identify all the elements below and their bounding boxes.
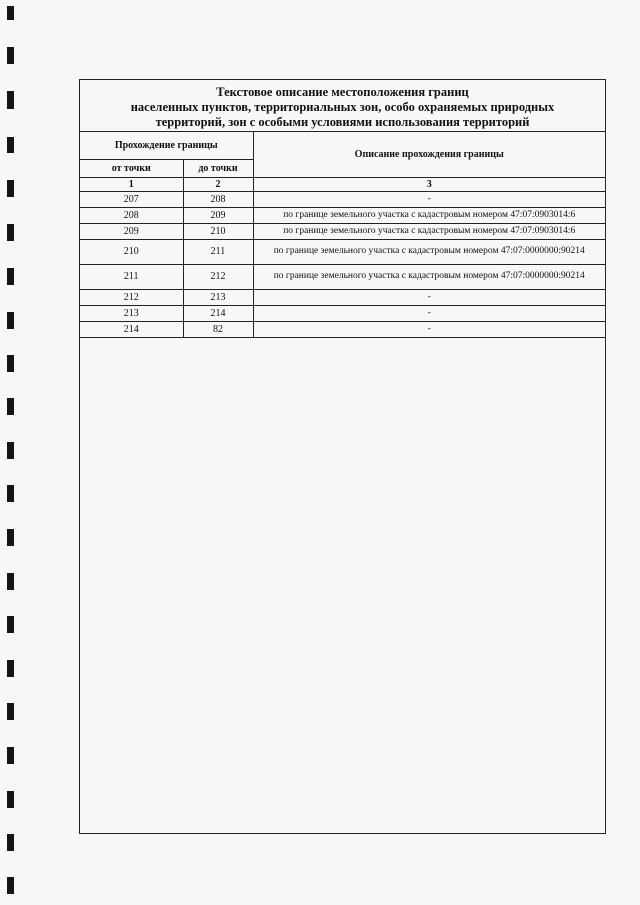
table-row [80, 289, 605, 305]
description-cell: по границе земельного участка с кадастровым номером 47:07:0000000:90214 [253, 239, 605, 264]
document-frame [79, 79, 606, 834]
description-cell: - [253, 305, 605, 321]
description-cell: по границе земельного участка с кадастровым номером 47:07:0000000:90214 [253, 264, 605, 289]
table-row [80, 321, 605, 337]
description-cell: - [253, 321, 605, 337]
document-title [80, 80, 605, 132]
to-point-cell: 209 [183, 207, 253, 223]
binding-holes [0, 0, 30, 905]
from-point-cell: 208 [80, 207, 183, 223]
table-row [80, 207, 605, 223]
from-point-cell: 212 [80, 289, 183, 305]
from-point-header: от точки [80, 159, 183, 177]
table-row [80, 191, 605, 207]
description-cell: по границе земельного участка с кадастровым номером 47:07:0903014:6 [253, 207, 605, 223]
boundary-table [80, 132, 605, 338]
to-point-cell: 212 [183, 264, 253, 289]
to-point-cell: 82 [183, 321, 253, 337]
to-point-cell: 210 [183, 223, 253, 239]
table-row [80, 223, 605, 239]
to-point-cell: 214 [183, 305, 253, 321]
table-row [80, 264, 605, 289]
title-line-2: населенных пунктов, территориальных зон, особо охраняемых природных [130, 100, 555, 114]
description-header: Описание прохождения границы [253, 132, 605, 177]
description-cell: - [253, 191, 605, 207]
table-row [80, 305, 605, 321]
to-point-cell: 213 [183, 289, 253, 305]
from-point-cell: 209 [80, 223, 183, 239]
title-line-3: территорий, зон с особыми условиями использования территорий [155, 115, 530, 129]
column-number: 1 [80, 177, 183, 191]
column-number: 2 [183, 177, 253, 191]
group-header: Прохождение границы [80, 132, 253, 159]
column-number: 3 [253, 177, 605, 191]
from-point-cell: 214 [80, 321, 183, 337]
from-point-cell: 211 [80, 264, 183, 289]
from-point-cell: 213 [80, 305, 183, 321]
to-point-cell: 208 [183, 191, 253, 207]
title-line-1: Текстовое описание местоположения границ [216, 85, 469, 99]
from-point-cell: 210 [80, 239, 183, 264]
to-point-cell: 211 [183, 239, 253, 264]
from-point-cell: 207 [80, 191, 183, 207]
table-row [80, 239, 605, 264]
description-cell: - [253, 289, 605, 305]
to-point-header: до точки [183, 159, 253, 177]
description-cell: по границе земельного участка с кадастровым номером 47:07:0903014:6 [253, 223, 605, 239]
